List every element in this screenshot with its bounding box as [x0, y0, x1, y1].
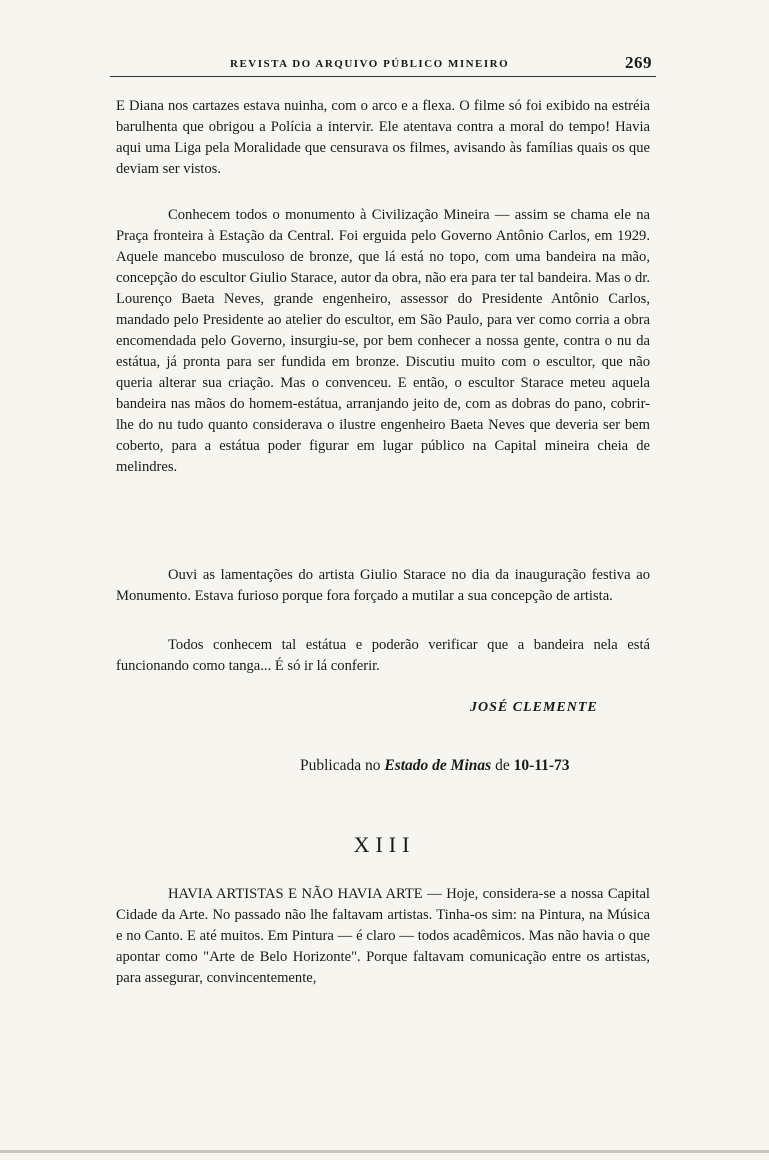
publication-note: [300, 757, 570, 775]
author-signature: JOSÉ CLEMENTE: [470, 700, 598, 715]
publication-newspaper: Estado de Minas: [384, 757, 492, 774]
page-edge-divider: [0, 1150, 769, 1153]
paragraph-lamentations: Ouvi as lamentações do artista Giulio Starace no dia da inauguração festiva ao Monumento. Estava furioso porque fora forçado a mutilar a sua concepção de artista.: [116, 567, 650, 604]
running-header: [110, 52, 656, 77]
publication-connector: de: [495, 757, 510, 774]
chapter-number: XIII: [353, 832, 416, 857]
publication-date: 10-11-73: [513, 757, 570, 774]
paragraph-statue-flag: Todos conhecem tal estátua e poderão verificar que a bandeira nela está funcionando como tanga... É só ir lá conferir.: [116, 637, 650, 674]
paragraph-artists: HAVIA ARTISTAS E NÃO HAVIA ARTE — Hoje, considera-se a nossa Capital Cidade da Arte. No passado não lhe faltavam artistas. Tinha-os sim: na Pintura, na Música e no Canto. E até muitos. Em Pintura — é claro — todos acadêmicos. Mas não havia o que apontar como "Arte de Belo Horizonte". Porque faltavam comunicação entre os artistas, para assegurar, convincentemente,: [116, 886, 650, 986]
paragraph-diana: E Diana nos cartazes estava nuinha, com o arco e a flexa. O filme só foi exibido na estréia barulhenta que obrigou a Polícia a intervir. Ele atentava contra a moral do tempo! Havia aqui uma Liga pela Moralidade que censurava os filmes, avisando às famílias quais os que deviam ser vistos.: [116, 98, 650, 177]
running-title: REVISTA DO ARQUIVO PÚBLICO MINEIRO: [230, 58, 510, 70]
publication-prefix: Publicada no: [300, 757, 381, 774]
page-number: 269: [625, 53, 652, 72]
paragraph-monument: Conhecem todos o monumento à Civilização Mineira — assim se chama ele na Praça fronteira à Estação da Central. Foi erguida pelo Governo Antônio Carlos, em 1929. Aquele mancebo musculoso de bronze, que lá está no topo, com uma bandeira na mão, concepção do escultor Giulio Starace, autor da obra, não era para ter tal bandeira. Mas o dr. Lourenço Baeta Neves, grande engenheiro, assessor do Presidente Antônio Carlos, mandado pelo Presidente ao atelier do escultor, em São Paulo, para ver como corria a obra encomendada pelo Governo, insurgiu-se, por bem conhecer a nossa gente, contra o nu da estátua, já pronta para ser fundida em bronze. Discutiu muito com o escultor, que não queria alterar sua criação. Mas o convenceu. E então, o escultor Starace meteu aquela bandeira nas mãos do homem-estátua, arranjando jeito de, com as dobras do pano, cobrir-lhe do nu tudo quanto considerava o ilustre engenheiro Baeta Neves que deveria ser bem coberto, para a estátua poder figurar em lugar público na Capital mineira cheia de melindres.: [116, 207, 650, 475]
